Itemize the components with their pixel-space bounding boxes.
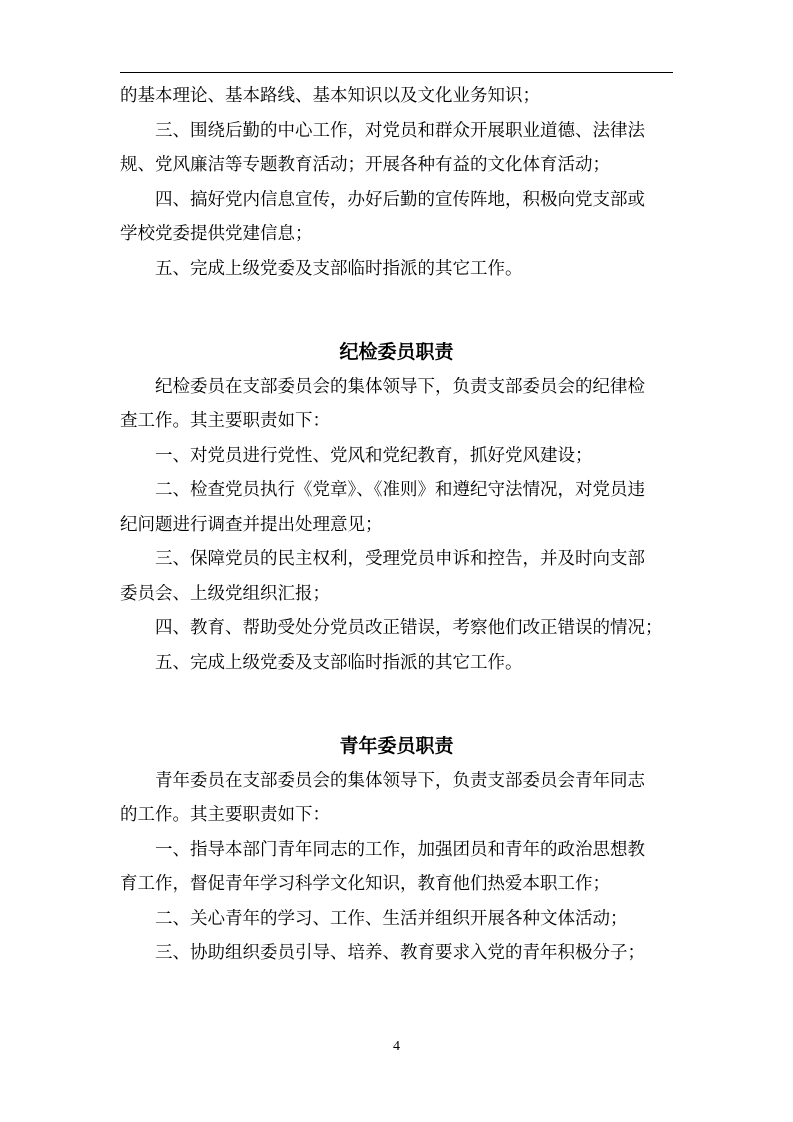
paragraph-line: 学校党委提供党建信息； xyxy=(120,224,313,244)
section-spacer xyxy=(120,680,673,729)
section-title-discipline: 纪检委员职责 xyxy=(339,341,454,363)
paragraph-line: 一、指导本部门青年同志的工作，加强团员和青年的政治思想教 xyxy=(155,839,645,860)
page-number: 4 xyxy=(393,1039,400,1054)
paragraph-line: 规、党风廉洁等专题教育活动；开展各种有益的文化体育活动； xyxy=(120,155,610,175)
section-title-youth: 青年委员职责 xyxy=(339,735,454,757)
paragraph-line: 纪问题进行调查并提出处理意见； xyxy=(120,514,383,535)
paragraph-line: 四、教育、帮助受处分党员改正错误，考察他们改正错误的情况； xyxy=(155,618,663,638)
document-body xyxy=(120,79,673,971)
paragraph-line: 三、围绕后勤的中心工作，对党员和群众开展职业道德、法律法 xyxy=(155,120,645,141)
paragraph-line: 的基本理论、基本路线、基本知识以及文化业务知识； xyxy=(120,86,540,106)
paragraph-line: 查工作。其主要职责如下： xyxy=(120,411,330,431)
paragraph-line: 五、完成上级党委及支部临时指派的其它工作。 xyxy=(155,652,523,673)
paragraph-line: 三、协助组织委员引导、培养、教育要求入党的青年积极分子； xyxy=(155,943,645,963)
paragraph-line: 纪检委员在支部委员会的集体领导下，负责支部委员会的纪律检 xyxy=(155,376,645,397)
paragraph-line: 育工作，督促青年学习科学文化知识，教育他们热爱本职工作； xyxy=(120,874,610,894)
paragraph-line: 二、检查党员执行《党章》、《准则》和遵纪守法情况，对党员违 xyxy=(155,480,645,500)
paragraph-line: 三、保障党员的民主权利，受理党员申诉和控告，并及时向支部 xyxy=(155,549,645,569)
header-rule xyxy=(120,72,673,73)
paragraph-line: 委员会、上级党组织汇报； xyxy=(120,583,330,604)
paragraph-line: 青年委员在支部委员会的集体领导下，负责支部委员会青年同志 xyxy=(155,770,645,791)
paragraph-line: 一、对党员进行党性、党风和党纪教育，抓好党风建设； xyxy=(155,445,593,466)
paragraph-line: 二、关心青年的学习、工作、生活并组织开展各种文体活动； xyxy=(155,908,628,929)
section-spacer xyxy=(120,286,673,335)
paragraph-line: 四、搞好党内信息宣传，办好后勤的宣传阵地，积极向党支部或 xyxy=(155,189,645,210)
paragraph-line: 五、完成上级党委及支部临时指派的其它工作。 xyxy=(155,258,523,279)
paragraph-line: 的工作。其主要职责如下： xyxy=(120,805,330,825)
